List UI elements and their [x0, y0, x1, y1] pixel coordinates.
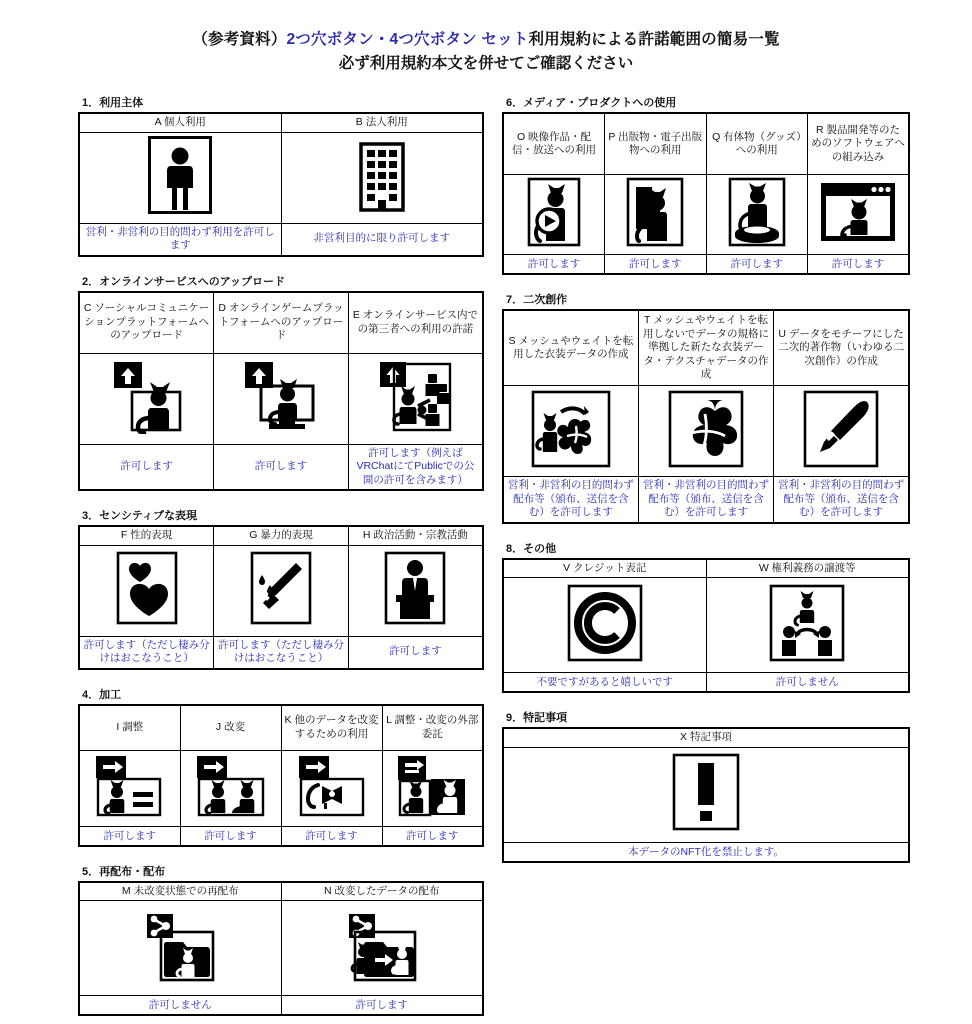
cell-note-B: 非営利目的に限り許可します — [281, 223, 483, 256]
cell-header-S: S メッシュやウェイトを転用した衣装データの作成 — [503, 310, 638, 386]
table-row-header — [503, 559, 909, 578]
section-1 — [78, 96, 484, 257]
cell-icon-G — [214, 545, 349, 636]
cell-note-D: 許可します — [214, 444, 349, 490]
hearts-icon — [116, 551, 178, 625]
cell-icon-O — [503, 175, 605, 255]
cell-note-S: 営利・非営利の目的問わず配布等（頒布、送信を含む）を許可します — [503, 477, 638, 523]
figurine-cat-icon — [724, 177, 790, 247]
cell-icon-S — [503, 386, 638, 477]
cell-note-Q: 許可します — [706, 255, 808, 275]
transfer-people-cat-icon — [769, 584, 845, 662]
cell-header-F: F 性的表現 — [79, 526, 214, 545]
cell-header-N: N 改変したデータの配布 — [281, 882, 483, 901]
cell-icon-N — [281, 901, 483, 996]
section-3-heading: 3．センシティブな表現 — [82, 510, 197, 522]
cell-note-O: 許可します — [503, 255, 605, 275]
cloth-icon — [668, 390, 744, 468]
section-6-table — [502, 112, 910, 275]
cell-icon-F — [79, 545, 214, 636]
section-9-heading: 9．特記事項 — [506, 712, 568, 724]
title-highlight: 2つ穴ボタン・4つ穴ボタン セット — [286, 31, 529, 48]
cell-note-R: 許可します — [808, 255, 910, 275]
table-row-notes — [79, 636, 483, 669]
table-row-notes — [79, 826, 483, 846]
cell-icon-K — [281, 750, 382, 826]
cell-icon-Q — [706, 175, 808, 255]
cell-note-F: 許可します（ただし棲み分けはおこなうこと） — [79, 636, 214, 669]
section-2-heading: 2．オンラインサービスへのアップロード — [82, 275, 286, 288]
cell-icon-D — [214, 353, 349, 444]
cell-header-B: B 法人利用 — [281, 113, 483, 132]
cell-header-D: D オンラインゲームプラットフォームへのアップロード — [214, 292, 349, 354]
section-2-table — [78, 291, 484, 492]
arrow-cat-ribbon-icon — [296, 753, 368, 819]
cell-note-W: 許可しません — [706, 673, 909, 693]
cell-header-V: V クレジット表記 — [503, 559, 706, 578]
table-row-header — [79, 113, 483, 132]
table-row-notes — [503, 842, 909, 862]
section-1-table — [78, 112, 484, 257]
cell-header-M: M 未改変状態での再配布 — [79, 882, 281, 901]
copyright-icon — [567, 584, 643, 662]
building-icon — [351, 136, 413, 214]
table-row-header — [503, 728, 909, 747]
upload-cat-icon — [110, 358, 184, 434]
table-row-header — [79, 526, 483, 545]
section-6 — [502, 96, 910, 275]
cell-header-C: C ソーシャルコミュニケーションプラットフォームへのアップロード — [79, 292, 214, 354]
podium-speaker-icon — [384, 551, 446, 625]
table-row-notes — [503, 477, 909, 523]
cell-icon-A — [79, 132, 281, 223]
table-row-notes — [503, 673, 909, 693]
cell-note-M: 許可しません — [79, 996, 281, 1016]
table-row-icons — [79, 545, 483, 636]
cell-note-X: 本データのNFT化を禁止します。 — [503, 842, 909, 862]
section-4 — [78, 688, 484, 847]
cell-icon-I — [79, 750, 180, 826]
arrow-cat-changed-icon — [194, 753, 268, 819]
section-5-table — [78, 881, 484, 1017]
section-7-table — [502, 309, 910, 524]
document-cat-icon — [622, 177, 688, 247]
title-subtitle: 必ず利用規約本文を併せてご確認ください — [338, 55, 634, 72]
cell-header-A: A 個人利用 — [79, 113, 281, 132]
cell-note-A: 営利・非営利の目的問わず利用を許可します — [79, 223, 281, 256]
cell-header-I: I 調整 — [79, 705, 180, 751]
arrow-cat-equals-icon — [93, 753, 167, 819]
cell-header-J: J 改変 — [180, 705, 281, 751]
cell-note-E: 許可します（例えばVRChatにてPublicでの公開の許可を含みます） — [348, 444, 483, 490]
table-row-header — [79, 882, 483, 901]
table-row-header — [503, 113, 909, 175]
section-8-table — [502, 558, 910, 694]
table-row-header — [79, 705, 483, 751]
cell-icon-C — [79, 353, 214, 444]
cell-icon-U — [774, 386, 909, 477]
cell-note-C: 許可します — [79, 444, 214, 490]
cell-note-K: 許可します — [281, 826, 382, 846]
section-3 — [78, 509, 484, 670]
table-row-icons — [79, 750, 483, 826]
upload-monitor-cat-icon — [241, 358, 321, 434]
cell-icon-R — [808, 175, 910, 255]
cell-header-U: U データをモチーフにした二次的著作物（いわゆる二次創作）の作成 — [774, 310, 909, 386]
title-suffix: 利用規約による許諾範囲の簡易一覧 — [528, 31, 780, 48]
exclamation-icon — [672, 753, 740, 831]
section-7 — [502, 293, 910, 524]
cell-note-G: 許可します（ただし棲み分けはおこなうこと） — [214, 636, 349, 669]
table-row-header — [79, 292, 483, 354]
left-column — [78, 96, 484, 1016]
section-8-heading: 8．その他 — [506, 542, 557, 555]
cell-note-U: 営利・非営利の目的問わず配布等（頒布、送信を含む）を許可します — [774, 477, 909, 523]
title-main-line — [0, 28, 972, 52]
cell-header-K: K 他のデータを改変するための利用 — [281, 705, 382, 751]
cell-icon-W — [706, 578, 909, 673]
section-3-table — [78, 525, 484, 670]
cell-header-Q: Q 有体物（グッズ）への利用 — [706, 113, 808, 175]
cell-note-J: 許可します — [180, 826, 281, 846]
table-row-icons — [503, 578, 909, 673]
cell-icon-H — [348, 545, 483, 636]
share-folder-modified-cat-icon — [343, 906, 421, 986]
section-2 — [78, 275, 484, 492]
section-1-heading: 1．利用主体 — [82, 97, 144, 109]
cell-icon-L — [382, 750, 483, 826]
title-prefix: （参考資料） — [192, 31, 287, 48]
table-row-notes — [79, 996, 483, 1016]
table-row-icons — [503, 175, 909, 255]
cat-to-cloth-icon — [531, 390, 611, 468]
table-row-notes — [79, 223, 483, 256]
section-5-heading: 5．再配布・配布 — [82, 865, 166, 878]
table-row-icons — [503, 747, 909, 842]
page-title — [0, 28, 972, 76]
cell-note-V: 不要ですがあると嬉しいです — [503, 673, 706, 693]
section-7-heading: 7．二次創作 — [506, 294, 568, 306]
cell-header-W: W 権利義務の譲渡等 — [706, 559, 909, 578]
brush-icon — [803, 390, 879, 468]
cell-header-G: G 暴力的表現 — [214, 526, 349, 545]
section-6-heading: 6．メディア・プロダクトへの使用 — [506, 97, 677, 109]
cell-icon-M — [79, 901, 281, 996]
table-row-icons — [503, 386, 909, 477]
table-row-header — [503, 310, 909, 386]
arrow-two-cats-icon — [395, 753, 469, 819]
cell-note-P: 許可します — [605, 255, 707, 275]
cell-icon-E — [348, 353, 483, 444]
cell-icon-P — [605, 175, 707, 255]
table-row-icons — [79, 901, 483, 996]
cell-icon-B — [281, 132, 483, 223]
knife-blood-icon — [250, 551, 312, 625]
share-people-cat-icon — [376, 358, 454, 434]
share-folder-cat-icon — [141, 906, 219, 986]
table-row-notes — [79, 444, 483, 490]
right-column — [502, 96, 910, 863]
cell-header-L: L 調整・改変の外部委託 — [382, 705, 483, 751]
cell-note-N: 許可します — [281, 996, 483, 1016]
table-row-notes — [503, 255, 909, 275]
cell-header-R: R 製品開発等のためのソフトウェアへの組み込み — [808, 113, 910, 175]
cell-header-T: T メッシュやウェイトを転用しないでデータの規格に準拠した新たな衣装データ・テクスチャデータの作成 — [638, 310, 773, 386]
cell-header-P: P 出版物・電子出版物への利用 — [605, 113, 707, 175]
section-4-heading: 4．加工 — [82, 688, 122, 701]
cell-icon-T — [638, 386, 773, 477]
section-8 — [502, 542, 910, 694]
cell-note-H: 許可します — [348, 636, 483, 669]
section-5 — [78, 865, 484, 1017]
table-row-icons — [79, 132, 483, 223]
cell-header-X: X 特記事項 — [503, 728, 909, 747]
cell-header-H: H 政治活動・宗教活動 — [348, 526, 483, 545]
cell-header-O: O 映像作品・配信・放送への利用 — [503, 113, 605, 175]
cell-icon-V — [503, 578, 706, 673]
window-cat-icon — [818, 177, 898, 247]
person-icon — [148, 136, 212, 214]
cell-note-T: 営利・非営利の目的問わず配布等（頒布、送信を含む）を許可します — [638, 477, 773, 523]
cell-note-L: 許可します — [382, 826, 483, 846]
cell-note-I: 許可します — [79, 826, 180, 846]
play-cat-icon — [521, 177, 587, 247]
section-4-table — [78, 704, 484, 847]
cell-icon-J — [180, 750, 281, 826]
cell-header-E: E オンラインサービス内での第三者への利用の許諾 — [348, 292, 483, 354]
table-row-icons — [79, 353, 483, 444]
section-9 — [502, 711, 910, 863]
section-9-table — [502, 727, 910, 863]
cell-icon-X — [503, 747, 909, 842]
